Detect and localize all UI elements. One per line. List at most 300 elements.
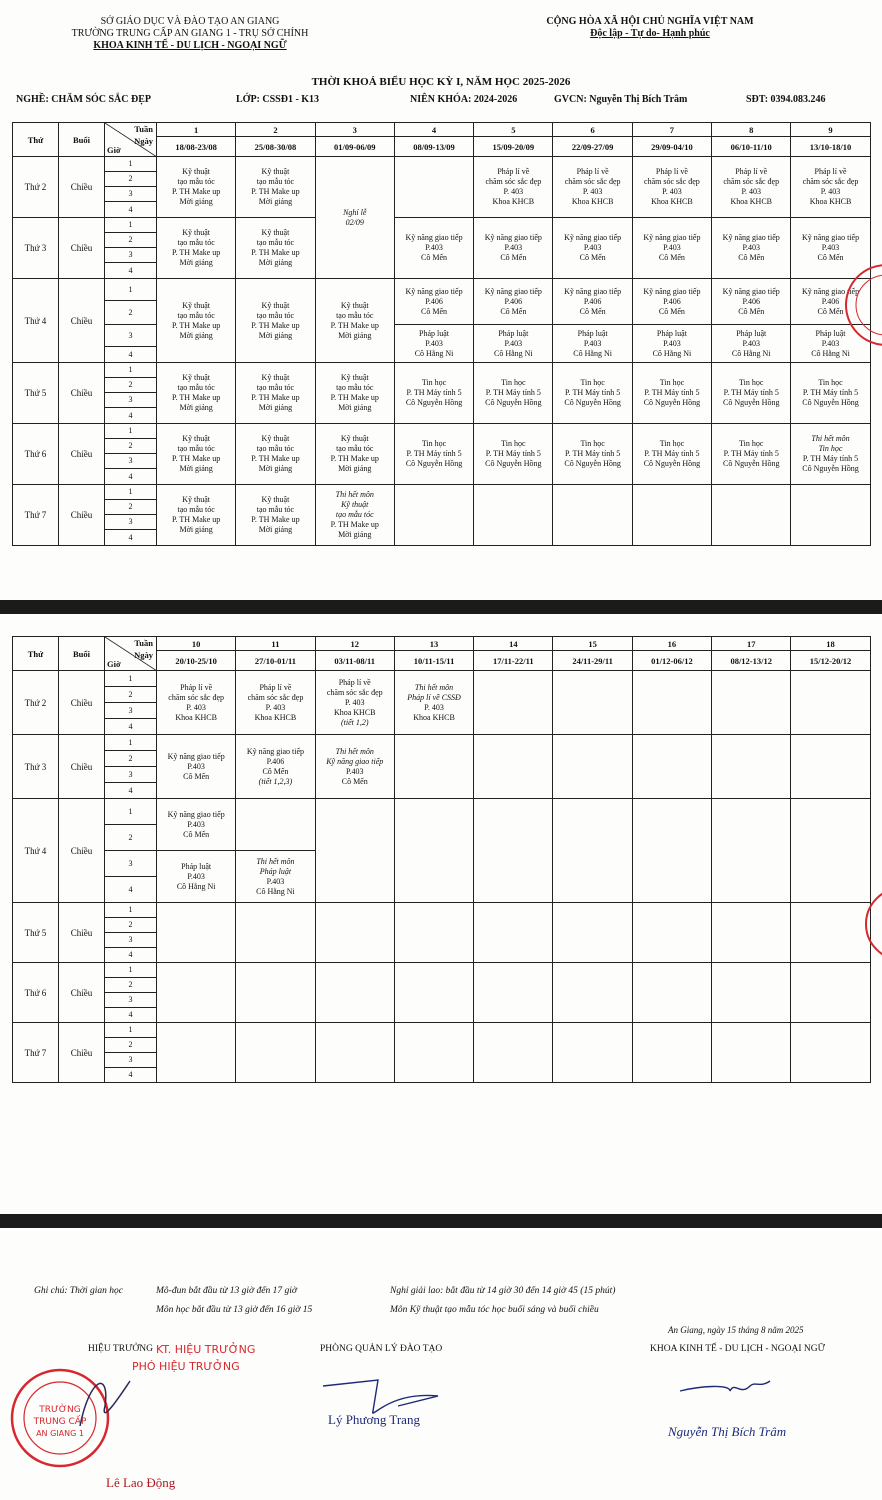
t1-cell: [712, 485, 791, 546]
cell-line: chăm sóc sắc đẹp: [485, 177, 542, 186]
cell-line: P. TH Make up: [251, 320, 300, 330]
t1-cell: [315, 363, 394, 424]
cell-line: P. TH Make up: [330, 454, 379, 463]
t2-cell: [632, 1023, 711, 1083]
t1-cell: [553, 485, 632, 546]
t1-cell: [157, 485, 236, 546]
cell-line: Tin học: [818, 444, 843, 453]
stamp-fragment: [840, 255, 882, 355]
cell-line: Cô Nguyễn Hồng: [485, 459, 542, 468]
cell-line: P.403: [663, 338, 681, 348]
t2-cell: [791, 735, 870, 799]
t1-period: 1: [105, 218, 157, 233]
header-school: TRƯỜNG TRUNG CẤP AN GIANG 1 - TRỤ SỞ CHÍNH: [71, 28, 309, 39]
t2-period: 1: [105, 903, 157, 918]
t1-week-0: 1: [157, 123, 236, 137]
cell-line: Cô Nguyễn Hồng: [802, 398, 859, 407]
cell-line: Kỹ năng giao tiếp: [722, 233, 780, 242]
t2-period: 1: [105, 799, 157, 825]
t2-cell: [474, 1023, 553, 1083]
cell-line: Tin học: [501, 439, 526, 448]
cell-line: P. TH Make up: [251, 187, 300, 196]
t1-cell: [157, 279, 236, 363]
t2-cell: [474, 903, 553, 963]
t2-cell: [791, 903, 870, 963]
t2-day-3: Thứ 5: [13, 903, 59, 963]
t1-day-3: Thứ 5: [13, 363, 59, 424]
t1-cell: [712, 325, 791, 363]
t1-cell: [394, 157, 473, 218]
cell-line: P.406: [425, 296, 443, 306]
t2-period: 2: [105, 978, 157, 993]
cell-line: Kỹ thuật: [261, 228, 290, 237]
cell-line: P. TH Máy tính 5: [802, 388, 859, 397]
cell-line: P. 403: [186, 702, 206, 712]
cell-line: Thi hết môn: [256, 856, 295, 866]
cell-line: Kỹ năng giao tiếp: [326, 756, 384, 766]
cell-line: Cô Hằng Ni: [652, 348, 692, 358]
t1-date-3: 08/09-13/09: [394, 137, 473, 157]
t1-date-2: 01/09-06/09: [315, 137, 394, 157]
t2-cell: [236, 671, 315, 735]
t1-session-1: Chiều: [59, 218, 105, 279]
t1-cell: [474, 424, 553, 485]
t2-cell: [553, 735, 632, 799]
cell-line: P.403: [425, 338, 443, 348]
cell-line: Cô Hằng Ni: [414, 348, 454, 358]
sign-khoa-title: KHOA KINH TẾ - DU LỊCH - NGOẠI NGỮ: [650, 1344, 826, 1354]
t2-cell: [632, 735, 711, 799]
cell-line: Tin học: [580, 378, 605, 387]
t1-period: 4: [105, 530, 157, 546]
t2-cell: [157, 735, 236, 799]
t1-cell: [712, 157, 791, 218]
cell-line: Kỹ năng giao tiếp: [564, 286, 622, 296]
cell-line: Cô Mến: [658, 306, 685, 316]
meta-lop: LỚP: CSSĐ1 - K13: [236, 94, 320, 105]
t1-cell: [553, 363, 632, 424]
t2-cell: [474, 799, 553, 903]
t2-day-2: Thứ 4: [13, 799, 59, 903]
cell-line: chăm sóc sắc đẹp: [326, 687, 383, 697]
cell-line: P. TH Máy tính 5: [485, 449, 541, 458]
note-line-3: Nghỉ giải lao: bắt đầu từ 14 giờ 30 đến 14 giờ 45 (15 phút): [390, 1286, 616, 1296]
t1-cell: [394, 485, 473, 546]
hieu-truong-signature: [60, 1366, 150, 1436]
khoa-signature: [670, 1366, 780, 1406]
t1-session-2: Chiều: [59, 279, 105, 363]
t2-period: 4: [105, 719, 157, 735]
cell-line: Mời giảng: [258, 258, 293, 267]
t2-week-5: 15: [553, 637, 632, 651]
cell-line: P. TH Make up: [172, 393, 221, 402]
t2-session-1: Chiều: [59, 735, 105, 799]
t2-cell: [157, 671, 236, 735]
t1-cell: [712, 363, 791, 424]
t2-cell: [315, 1023, 394, 1083]
cell-line: P. TH Make up: [330, 393, 379, 402]
cell-line: Tin học: [739, 439, 764, 448]
t1-day-0: Thứ 2: [13, 157, 59, 218]
t2-cell: [157, 1023, 236, 1083]
t1-period: 1: [105, 279, 157, 301]
cell-line: Cô Mến: [579, 253, 606, 262]
t1-day-1: Thứ 3: [13, 218, 59, 279]
header-nation: CỘNG HÒA XÃ HỘI CHỦ NGHĨA VIỆT NAM: [546, 16, 754, 27]
schedule-page-2: [0, 614, 882, 1214]
header-tuan: Tuần: [134, 124, 153, 134]
cell-line: chăm sóc sắc đẹp: [802, 177, 859, 186]
t2-period: 3: [105, 993, 157, 1008]
cell-line: chăm sóc sắc đẹp: [644, 177, 700, 186]
cell-line: P. TH Make up: [251, 454, 300, 463]
t2-cell: [553, 963, 632, 1023]
t2-cell: [553, 903, 632, 963]
cell-line: Thi hết môn: [335, 490, 374, 499]
sign-kt-hieu-truong: KT. HIỆU TRƯỞNG: [156, 1343, 256, 1356]
header-dept: SỞ GIÁO DỤC VÀ ĐÀO TẠO AN GIANG: [100, 16, 280, 27]
t2-cell: [474, 671, 553, 735]
cell-line: chăm sóc sắc đẹp: [247, 692, 304, 702]
header-thu: Thứ: [13, 123, 59, 157]
cell-line: Kỹ năng giao tiếp: [722, 286, 780, 296]
cell-line: Nghỉ lễ: [343, 207, 367, 217]
t2-cell: [157, 963, 236, 1023]
t1-cell: [632, 157, 711, 218]
t1-cell: [394, 363, 473, 424]
cell-line: Pháp luật: [181, 861, 212, 871]
t2-day-0: Thứ 2: [13, 671, 59, 735]
header-thu: Thứ: [13, 637, 59, 671]
cell-line: Thi hết môn: [335, 746, 374, 756]
t1-cell: [791, 485, 870, 546]
t2-cell: [474, 963, 553, 1023]
cell-line: P.403: [266, 876, 285, 886]
t1-session-5: Chiều: [59, 485, 105, 546]
cell-line: Kỹ thuật: [261, 495, 290, 504]
t2-day-4: Thứ 6: [13, 963, 59, 1023]
t1-cell: [553, 218, 632, 279]
t2-cell: [315, 903, 394, 963]
sign-hieu-truong-name: Lê Lao Động: [106, 1475, 176, 1490]
note-line-4: Môn Kỹ thuật tạo mẫu tóc học buổi sáng và buổi chiều: [390, 1305, 599, 1315]
t2-cell: [236, 963, 315, 1023]
cell-line: Khoa KHCB: [254, 712, 297, 722]
cell-line: Kỹ năng giao tiếp: [484, 286, 542, 296]
t2-day-5: Thứ 7: [13, 1023, 59, 1083]
cell-line: tạo mẫu tóc: [335, 510, 374, 519]
cell-line: chăm sóc sắc đẹp: [564, 177, 621, 186]
t1-period: 3: [105, 325, 157, 347]
t1-cell: [236, 485, 315, 546]
t1-day-2: Thứ 4: [13, 279, 59, 363]
header-left: [20, 16, 360, 52]
t1-period: 3: [105, 248, 157, 263]
cell-line: Pháp luật: [736, 328, 767, 338]
svg-text:TRƯỜNG: TRƯỜNG: [39, 1405, 81, 1415]
t1-cell: [236, 157, 315, 218]
cell-line: Mời giảng: [179, 464, 213, 473]
cell-line: P. 403: [424, 702, 444, 712]
cell-line: Tin học: [421, 439, 447, 448]
cell-line: Khoa KHCB: [333, 707, 376, 717]
cell-line: P.403: [742, 338, 760, 348]
cell-line: Cô Nguyễn Hồng: [405, 459, 463, 468]
cell-line: P. TH Make up: [172, 187, 221, 196]
t1-cell: [474, 325, 553, 363]
t1-date-4: 15/09-20/09: [474, 137, 553, 157]
cell-line: tạo mẫu tóc: [177, 444, 215, 453]
t2-cell: [315, 963, 394, 1023]
t1-cell: [791, 424, 870, 485]
cell-line: tạo mẫu tóc: [177, 383, 215, 392]
cell-line: P. TH Make up: [251, 393, 300, 402]
t2-period: 2: [105, 825, 157, 851]
t1-cell: [553, 424, 632, 485]
t1-session-3: Chiều: [59, 363, 105, 424]
cell-line: tạo mẫu tóc: [336, 383, 374, 392]
cell-line: Cô Hằng Ni: [811, 348, 850, 358]
cell-line: P.403: [187, 761, 205, 771]
t2-period: 2: [105, 1038, 157, 1053]
cell-line: P.403: [583, 338, 602, 348]
cell-line: Khoa KHCB: [730, 197, 772, 206]
cell-line: P.403: [504, 338, 523, 348]
cell-line: P.403: [345, 766, 364, 776]
sign-khoa-name: Nguyễn Thị Bích Trâm: [668, 1424, 787, 1439]
header-buoi: Buổi: [59, 637, 105, 671]
t1-period: 2: [105, 439, 157, 454]
t2-cell: [315, 735, 394, 799]
t2-cell: [791, 799, 870, 903]
timetable-2: [12, 636, 871, 1083]
t1-period: 3: [105, 393, 157, 408]
cell-line: Cô Nguyễn Hồng: [485, 398, 542, 407]
cell-line: P.406: [504, 296, 523, 306]
t1-date-0: 18/08-23/08: [157, 137, 236, 157]
t1-week-7: 8: [712, 123, 791, 137]
t1-cell: [157, 218, 236, 279]
t1-period: 4: [105, 263, 157, 279]
t1-cell: [712, 424, 791, 485]
t2-period: 3: [105, 851, 157, 877]
cell-line: Kỹ năng giao tiếp: [643, 233, 701, 242]
cell-line: Mời giảng: [338, 464, 372, 473]
cell-line: Cô Hằng Ni: [256, 886, 295, 896]
t2-cell: [157, 851, 236, 903]
cell-line: Cô Hằng Ni: [176, 881, 216, 891]
cell-line: P.406: [583, 296, 602, 306]
cell-line: Cô Nguyễn Hồng: [564, 459, 621, 468]
t1-period: 4: [105, 347, 157, 363]
t2-cell: [712, 671, 791, 735]
cell-line: Cô Mến: [658, 253, 685, 262]
cell-line: Thi hết môn: [414, 682, 454, 692]
cell-line: P. TH Máy tính 5: [644, 388, 700, 397]
t2-cell: [236, 903, 315, 963]
header-gio: Giờ: [107, 659, 121, 669]
t2-period: 3: [105, 1053, 157, 1068]
t2-session-5: Chiều: [59, 1023, 105, 1083]
cell-line: P. TH Máy tính 5: [406, 449, 462, 458]
t2-cell: [394, 1023, 473, 1083]
cell-line: Kỹ thuật: [340, 300, 369, 310]
cell-line: P. 403: [820, 187, 841, 196]
t2-date-6: 01/12-06/12: [632, 651, 711, 671]
cell-line: chăm sóc sắc đẹp: [168, 692, 225, 702]
t1-period: 4: [105, 202, 157, 218]
cell-line: Mời giảng: [258, 330, 293, 340]
t1-day-5: Thứ 7: [13, 485, 59, 546]
cell-line: Kỹ thuật: [182, 373, 211, 382]
cell-line: Pháp lí về: [338, 677, 371, 687]
cell-line: P.403: [187, 871, 205, 881]
t2-week-7: 17: [712, 637, 791, 651]
header-diagonal: [105, 123, 157, 157]
cell-line: Kỹ năng giao tiếp: [643, 286, 701, 296]
cell-line: Kỹ thuật: [182, 167, 211, 176]
t1-period: 3: [105, 454, 157, 469]
t1-cell: [474, 157, 553, 218]
cell-line: Pháp luật: [656, 328, 687, 338]
svg-text:AN GIANG 1: AN GIANG 1: [36, 1429, 84, 1438]
cell-line: Kỹ năng giao tiếp: [564, 233, 622, 242]
cell-line: Cô Nguyễn Hồng: [564, 398, 621, 407]
t2-week-0: 10: [157, 637, 236, 651]
t2-period: 1: [105, 735, 157, 751]
cell-line: Cô Hằng Ni: [494, 348, 533, 358]
t2-period: 3: [105, 703, 157, 719]
cell-line: P.403: [583, 243, 602, 252]
cell-line: (tiết 1,2,3): [258, 776, 293, 786]
t1-week-6: 7: [632, 123, 711, 137]
cell-line: Pháp luật: [419, 328, 450, 338]
t2-period: 4: [105, 783, 157, 799]
t2-cell: [157, 799, 236, 851]
t2-period: 4: [105, 1008, 157, 1023]
t1-cell: [632, 218, 711, 279]
t2-cell: [394, 903, 473, 963]
signature-page: [0, 1228, 882, 1500]
header-right: [480, 16, 820, 40]
cell-line: P.403: [187, 819, 205, 829]
cell-line: Kỹ thuật: [261, 167, 290, 176]
t2-cell: [553, 799, 632, 903]
cell-line: Kỹ thuật: [261, 300, 290, 310]
t1-session-0: Chiều: [59, 157, 105, 218]
meta-nghe: NGHỀ: CHĂM SÓC SẮC ĐẸP: [16, 94, 152, 105]
header-motto: Độc lập - Tự do- Hạnh phúc: [590, 28, 710, 39]
cell-line: Pháp luật: [577, 328, 608, 338]
t1-cell: [236, 363, 315, 424]
t2-cell: [394, 735, 473, 799]
cell-line: P.406: [266, 756, 285, 766]
t2-week-8: 18: [791, 637, 870, 651]
cell-line: Kỹ thuật: [261, 373, 290, 382]
t1-cell: [632, 424, 711, 485]
cell-line: tạo mẫu tóc: [256, 177, 295, 186]
cell-line: Khoa KHCB: [492, 197, 535, 206]
t2-week-4: 14: [474, 637, 553, 651]
cell-line: Tin học: [580, 439, 605, 448]
t1-week-1: 2: [236, 123, 315, 137]
cell-line: Pháp lí về: [497, 167, 530, 176]
cell-line: Cô Nguyễn Hồng: [643, 459, 701, 468]
cell-line: Cô Mến: [817, 253, 844, 262]
sign-hieu-truong-title: HIỆU TRƯỞNG: [88, 1344, 153, 1354]
cell-line: P. 403: [265, 702, 286, 712]
t1-period: 3: [105, 187, 157, 202]
cell-line: Pháp lí về: [576, 167, 609, 176]
t2-cell: [315, 671, 394, 735]
meta-nien-khoa: NIÊN KHÓA: 2024-2026: [410, 94, 518, 105]
cell-line: Cô Nguyễn Hồng: [723, 398, 780, 407]
cell-line: Cô Nguyễn Hồng: [802, 464, 859, 473]
t2-session-4: Chiều: [59, 963, 105, 1023]
cell-line: P.403: [742, 243, 760, 252]
t2-cell: [236, 735, 315, 799]
cell-line: Kỹ năng giao tiếp: [405, 286, 463, 296]
t1-cell: [157, 424, 236, 485]
t2-date-7: 08/12-13/12: [712, 651, 791, 671]
cell-line: Mời giảng: [258, 197, 293, 206]
cell-line: tạo mẫu tóc: [256, 310, 295, 320]
t1-cell: [394, 325, 473, 363]
t2-session-0: Chiều: [59, 671, 105, 735]
t1-period: 1: [105, 424, 157, 439]
t1-cell: [553, 279, 632, 325]
cell-line: Tin học: [818, 378, 843, 387]
cell-line: Kỹ thuật: [340, 434, 369, 443]
sign-phong-title: PHÒNG QUẢN LÝ ĐÀO TẠO: [320, 1344, 443, 1354]
t2-period: 2: [105, 751, 157, 767]
t2-week-3: 13: [394, 637, 473, 651]
cell-line: P. TH Make up: [172, 248, 221, 257]
cell-line: Kỹ năng giao tiếp: [167, 809, 225, 819]
t2-date-4: 17/11-22/11: [474, 651, 553, 671]
t2-date-3: 10/11-15/11: [394, 651, 473, 671]
cell-line: Pháp lí về: [180, 682, 213, 692]
cell-line: Mời giảng: [179, 197, 213, 206]
t2-date-5: 24/11-29/11: [553, 651, 632, 671]
t2-week-1: 11: [236, 637, 315, 651]
t1-period: 4: [105, 469, 157, 485]
cell-line: Kỹ thuật: [182, 228, 211, 237]
t1-cell: [791, 157, 870, 218]
cell-line: P. TH Máy tính 5: [565, 449, 621, 458]
t2-date-1: 27/10-01/11: [236, 651, 315, 671]
cell-line: P. TH Make up: [172, 320, 221, 330]
t2-cell: [712, 735, 791, 799]
cell-line: Cô Hằng Ni: [731, 348, 771, 358]
t1-period: 1: [105, 485, 157, 500]
cell-line: Cô Mến: [500, 306, 527, 316]
cell-line: Tin học: [739, 378, 764, 387]
t2-cell: [157, 903, 236, 963]
t1-day-4: Thứ 6: [13, 424, 59, 485]
t1-cell: [315, 157, 394, 279]
t1-period: 1: [105, 363, 157, 378]
cell-line: tạo mẫu tóc: [177, 238, 215, 247]
t1-date-5: 22/09-27/09: [553, 137, 632, 157]
cell-line: P. 403: [503, 187, 524, 196]
t2-cell: [394, 799, 473, 903]
cell-line: Mời giảng: [338, 330, 372, 340]
cell-line: Mời giảng: [258, 464, 293, 473]
cell-line: Tin học: [421, 378, 447, 387]
t2-cell: [236, 851, 315, 903]
cell-line: tạo mẫu tóc: [256, 505, 295, 514]
